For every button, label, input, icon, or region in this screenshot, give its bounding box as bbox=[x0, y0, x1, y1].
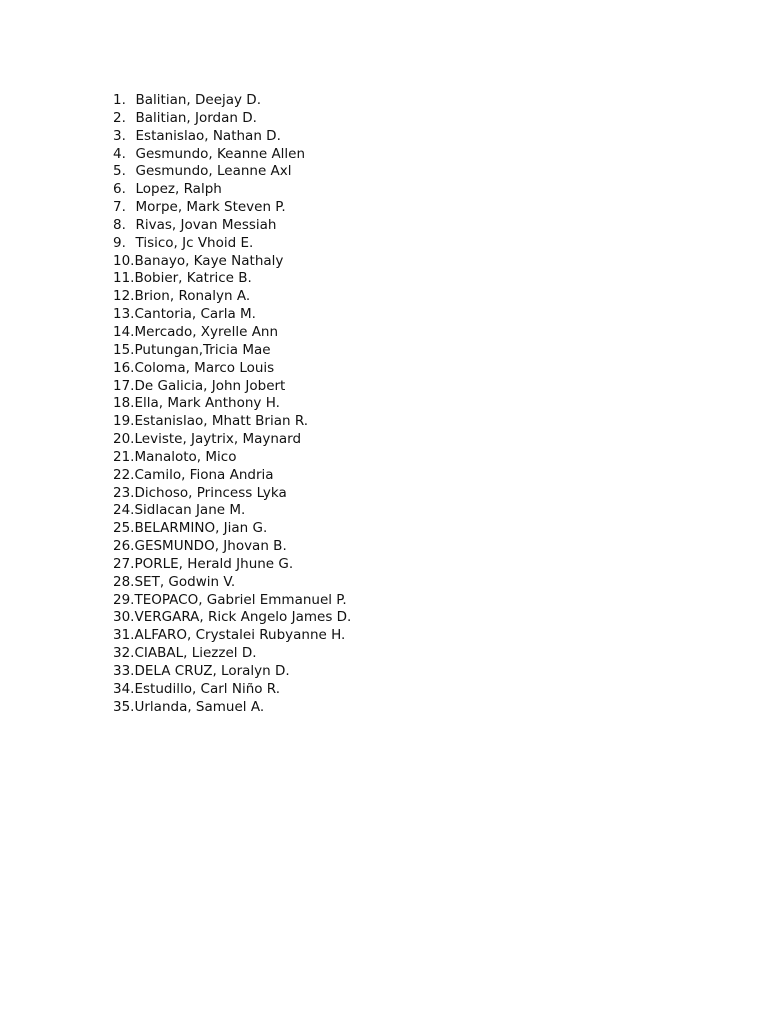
list-item-number: 10. bbox=[113, 252, 135, 269]
list-item bbox=[113, 627, 351, 645]
list-item bbox=[113, 199, 351, 217]
list-item-number: 22. bbox=[113, 466, 135, 483]
list-item-name: Mercado, Xyrelle Ann bbox=[134, 323, 279, 340]
list-item-name: Manaloto, Mico bbox=[134, 448, 237, 465]
list-item-number: 15. bbox=[113, 341, 135, 358]
list-item-name: Putungan,Tricia Mae bbox=[134, 341, 271, 358]
list-item bbox=[113, 556, 351, 574]
list-item-name: Cantoria, Carla M. bbox=[134, 306, 256, 323]
list-item-number: 7. bbox=[113, 199, 126, 216]
list-item bbox=[113, 449, 351, 467]
name-list bbox=[113, 92, 351, 717]
list-item bbox=[113, 378, 351, 396]
list-item-number: 3. bbox=[113, 127, 126, 144]
list-item-number: 4. bbox=[113, 145, 126, 162]
list-item-name: Estanislao, Mhatt Brian R. bbox=[134, 413, 309, 430]
list-item-name: Banayo, Kaye Nathaly bbox=[134, 252, 284, 269]
list-item-name: CIABAL, Liezzel D. bbox=[134, 645, 257, 662]
list-item bbox=[113, 288, 351, 306]
list-item bbox=[113, 324, 351, 342]
list-item bbox=[113, 92, 351, 110]
list-item bbox=[113, 574, 351, 592]
list-item bbox=[113, 146, 351, 164]
list-item-number: 2. bbox=[113, 109, 126, 126]
list-item-number: 8. bbox=[113, 216, 126, 233]
list-item-number: 35. bbox=[113, 698, 135, 715]
list-item-name: VERGARA, Rick Angelo James D. bbox=[134, 609, 352, 626]
list-item-name: Bobier, Katrice B. bbox=[134, 270, 252, 287]
list-item-number: 32. bbox=[113, 645, 135, 662]
list-item-number: 29. bbox=[113, 591, 135, 608]
list-item bbox=[113, 699, 351, 717]
list-item-number: 12. bbox=[113, 288, 135, 305]
list-item-number: 26. bbox=[113, 538, 135, 555]
list-item-name: Rivas, Jovan Messiah bbox=[135, 216, 277, 233]
list-item-number: 23. bbox=[113, 484, 135, 501]
list-item-number: 21. bbox=[113, 448, 135, 465]
list-item-name: De Galicia, John Jobert bbox=[134, 377, 286, 394]
list-item bbox=[113, 110, 351, 128]
list-item-number: 6. bbox=[113, 181, 126, 198]
list-item-name: Lopez, Ralph bbox=[135, 181, 222, 198]
list-item bbox=[113, 306, 351, 324]
list-item-number: 16. bbox=[113, 359, 135, 376]
list-item-name: Balitian, Deejay D. bbox=[135, 92, 261, 108]
list-item bbox=[113, 645, 351, 663]
list-item bbox=[113, 181, 351, 199]
list-item bbox=[113, 163, 351, 181]
list-item-number: 28. bbox=[113, 573, 135, 590]
list-item bbox=[113, 253, 351, 271]
list-item-number: 25. bbox=[113, 520, 135, 537]
list-item bbox=[113, 270, 351, 288]
list-item-name: Coloma, Marco Louis bbox=[134, 359, 275, 376]
list-item-number: 17. bbox=[113, 377, 135, 394]
list-item-number: 33. bbox=[113, 663, 135, 679]
list-item-number: 11. bbox=[113, 270, 135, 287]
list-item-name: Estudillo, Carl Niño R. bbox=[134, 680, 280, 697]
list-item-name: SET, Godwin V. bbox=[134, 573, 236, 590]
list-item-number: 30. bbox=[113, 609, 135, 626]
list-item bbox=[113, 538, 351, 556]
list-item-name: Dichoso, Princess Lyka bbox=[134, 484, 287, 501]
list-item bbox=[113, 502, 351, 520]
list-item bbox=[113, 520, 351, 538]
list-item-name: Camilo, Fiona Andria bbox=[134, 466, 274, 483]
list-item-number: 27. bbox=[113, 555, 135, 572]
list-item-number: 14. bbox=[113, 323, 135, 340]
list-item-name: Leviste, Jaytrix, Maynard bbox=[134, 431, 302, 448]
list-item-name: Urlanda, Samuel A. bbox=[134, 698, 265, 715]
list-item bbox=[113, 217, 351, 235]
list-item-name: Brion, Ronalyn A. bbox=[134, 288, 251, 305]
list-item-name: GESMUNDO, Jhovan B. bbox=[134, 538, 287, 555]
list-item bbox=[113, 413, 351, 431]
list-item-number: 9. bbox=[113, 234, 126, 251]
list-item bbox=[113, 431, 351, 449]
list-item-name: Tisico, Jc Vhoid E. bbox=[135, 234, 254, 251]
list-item-name: TEOPACO, Gabriel Emmanuel P. bbox=[134, 591, 347, 608]
list-item-name: BELARMINO, Jian G. bbox=[134, 520, 268, 537]
list-item-name: Balitian, Jordan D. bbox=[135, 109, 257, 126]
list-item-name: Sidlacan Jane M. bbox=[134, 502, 246, 519]
list-item bbox=[113, 663, 351, 681]
list-item bbox=[113, 592, 351, 610]
list-item-name: ALFARO, Crystalei Rubyanne H. bbox=[134, 627, 346, 644]
list-item bbox=[113, 395, 351, 413]
list-item bbox=[113, 609, 351, 627]
list-item bbox=[113, 485, 351, 503]
list-item bbox=[113, 235, 351, 253]
list-item-number: 20. bbox=[113, 431, 135, 448]
list-item bbox=[113, 128, 351, 146]
list-item-number: 24. bbox=[113, 502, 135, 519]
list-item-name: Gesmundo, Leanne Axl bbox=[135, 163, 292, 180]
list-item-name: Gesmundo, Keanne Allen bbox=[135, 145, 306, 162]
list-item bbox=[113, 360, 351, 378]
list-item bbox=[113, 342, 351, 360]
list-item-number: 13. bbox=[113, 306, 135, 323]
list-item-name: Estanislao, Nathan D. bbox=[135, 127, 281, 144]
list-item-number: 5. bbox=[113, 163, 126, 180]
list-item-number: 19. bbox=[113, 413, 135, 430]
list-item bbox=[113, 467, 351, 485]
list-item-name: Morpe, Mark Steven P. bbox=[135, 199, 286, 216]
list-item-number: 1. bbox=[113, 92, 126, 108]
list-item bbox=[113, 681, 351, 699]
list-item-name: Ella, Mark Anthony H. bbox=[134, 395, 280, 412]
list-item-name: PORLE, Herald Jhune G. bbox=[134, 555, 294, 572]
list-item-name: DELA CRUZ, Loralyn D. bbox=[134, 663, 290, 679]
list-item-number: 31. bbox=[113, 627, 135, 644]
list-item-number: 34. bbox=[113, 680, 135, 697]
list-item-number: 18. bbox=[113, 395, 135, 412]
